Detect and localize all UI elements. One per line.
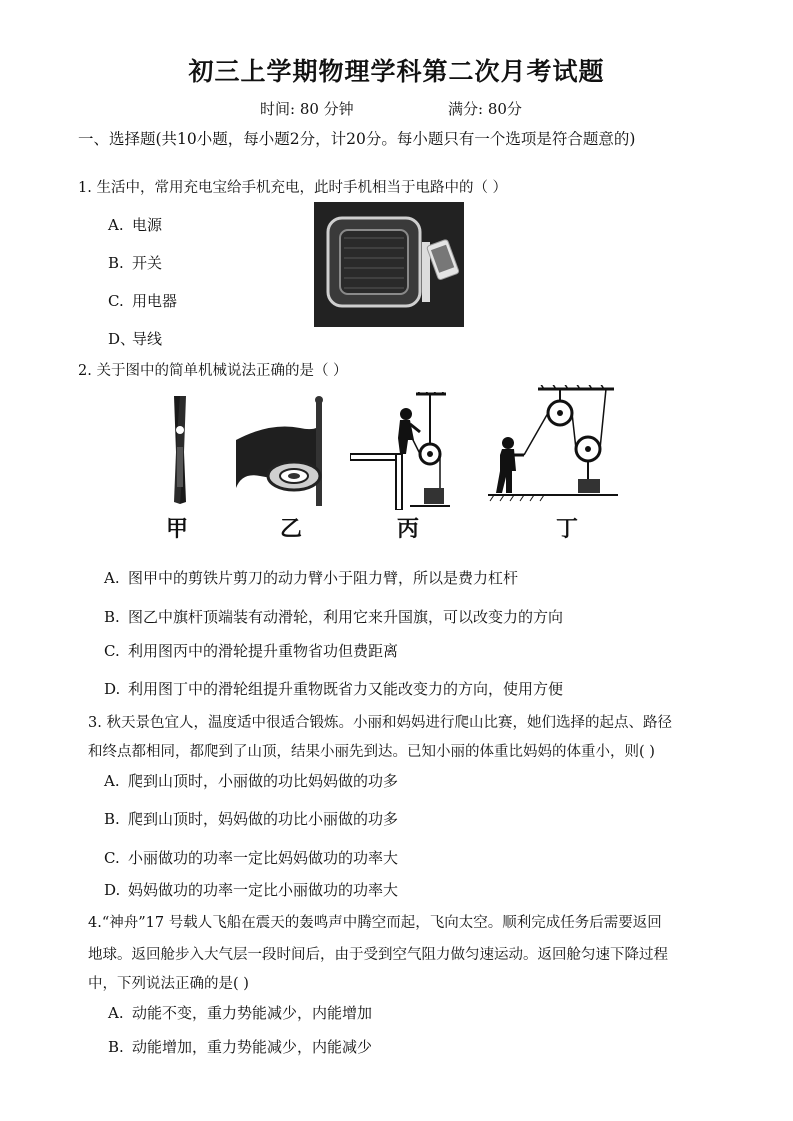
option-text: 电源 bbox=[132, 216, 163, 234]
q4-option-a[interactable] bbox=[108, 1002, 372, 1023]
option-text: 动能不变，重力势能减少，内能增加 bbox=[132, 1004, 373, 1022]
q1-option-b[interactable] bbox=[108, 252, 162, 273]
option-letter: D、 bbox=[108, 330, 136, 348]
fixed-pulley-figure bbox=[350, 392, 450, 510]
q3-option-b[interactable] bbox=[104, 808, 398, 829]
exam-time: 时间: 80 分钟 bbox=[260, 100, 354, 118]
option-text: 导线 bbox=[132, 330, 163, 348]
option-letter: D. bbox=[104, 881, 121, 899]
q2-option-b[interactable] bbox=[104, 606, 563, 627]
q2-option-c[interactable] bbox=[104, 640, 398, 661]
option-letter: A. bbox=[108, 216, 124, 234]
option-letter: A. bbox=[108, 1004, 124, 1022]
pulley-system-figure bbox=[488, 385, 620, 510]
option-text: 利用图丁中的滑轮组提升重物既省力又能改变力的方向，使用方便 bbox=[128, 680, 564, 698]
option-text: 图乙中旗杆顶端装有动滑轮，利用它来升国旗，可以改变力的方向 bbox=[128, 608, 564, 626]
question-3-stem-line2: 和终点都相同，都爬到了山顶，结果小丽先到达。已知小丽的体重比妈妈的体重小，则( ) bbox=[88, 744, 655, 760]
q3-option-c[interactable] bbox=[104, 847, 398, 868]
flagpole-figure bbox=[230, 392, 340, 510]
option-text: 爬到山顶时，妈妈做的功比小丽做的功多 bbox=[128, 810, 399, 828]
option-letter: B. bbox=[104, 608, 120, 626]
option-text: 动能增加，重力势能减少，内能减少 bbox=[132, 1038, 373, 1056]
option-letter: A. bbox=[104, 772, 120, 790]
question-1-stem: 1. 生活中，常用充电宝给手机充电，此时手机相当于电路中的（ ） bbox=[78, 180, 508, 196]
question-4-stem-line3: 中，下列说法正确的是( ) bbox=[88, 976, 249, 992]
page-title: 初三上学期物理学科第二次月考试题 bbox=[188, 57, 605, 86]
question-2-stem: 2. 关于图中的简单机械说法正确的是（ ） bbox=[78, 363, 348, 379]
option-letter: B. bbox=[108, 254, 124, 272]
q2-option-a[interactable] bbox=[104, 567, 518, 588]
option-text: 用电器 bbox=[132, 292, 178, 310]
option-letter: C. bbox=[104, 849, 120, 867]
q1-option-c[interactable] bbox=[108, 290, 177, 311]
question-3-stem-line1: 3. 秋天景色宜人，温度适中很适合锻炼。小丽和妈妈进行爬山比赛，她们选择的起点、路径 bbox=[88, 715, 672, 731]
powerbank-photo bbox=[314, 202, 464, 327]
option-text: 小丽做功的功率一定比妈妈做功的功率大 bbox=[128, 849, 399, 867]
q3-option-d[interactable] bbox=[104, 879, 398, 900]
option-text: 妈妈做功的功率一定比小丽做功的功率大 bbox=[128, 881, 399, 899]
option-letter: A. bbox=[104, 569, 120, 587]
question-4-stem-line2: 地球。返回舱步入大气层一段时间后，由于受到空气阻力做匀速运动。返回舱匀速下降过程 bbox=[88, 947, 668, 963]
figure-label-ding: 丁 bbox=[556, 516, 579, 542]
option-letter: B. bbox=[108, 1038, 124, 1056]
option-letter: B. bbox=[104, 810, 120, 828]
figure-label-bing: 丙 bbox=[397, 516, 420, 542]
option-letter: C. bbox=[104, 642, 120, 660]
question-4-stem-line1: 4.“神舟”17 号载人飞船在震天的轰鸣声中腾空而起，飞向太空。顺利完成任务后需要返回 bbox=[88, 915, 662, 931]
option-text: 开关 bbox=[132, 254, 163, 272]
section-heading: 一、选择题(共10小题，每小题2分，计20分。每小题只有一个选项是符合题意的) bbox=[78, 130, 636, 148]
q1-option-d[interactable] bbox=[108, 328, 162, 349]
q1-option-a[interactable] bbox=[108, 214, 162, 235]
figure-label-yi: 乙 bbox=[280, 516, 303, 542]
option-text: 利用图丙中的滑轮提升重物省功但费距离 bbox=[128, 642, 399, 660]
q3-option-a[interactable] bbox=[104, 770, 398, 791]
option-text: 图甲中的剪铁片剪刀的动力臂小于阻力臂，所以是费力杠杆 bbox=[128, 569, 519, 587]
exam-score: 满分: 80分 bbox=[448, 100, 522, 118]
option-letter: C. bbox=[108, 292, 124, 310]
figure-label-jia: 甲 bbox=[166, 516, 189, 542]
option-text: 爬到山顶时，小丽做的功比妈妈做的功多 bbox=[128, 772, 399, 790]
q2-option-d[interactable] bbox=[104, 678, 563, 699]
q4-option-b[interactable] bbox=[108, 1036, 372, 1057]
option-letter: D. bbox=[104, 680, 121, 698]
scissors-figure bbox=[160, 392, 200, 510]
